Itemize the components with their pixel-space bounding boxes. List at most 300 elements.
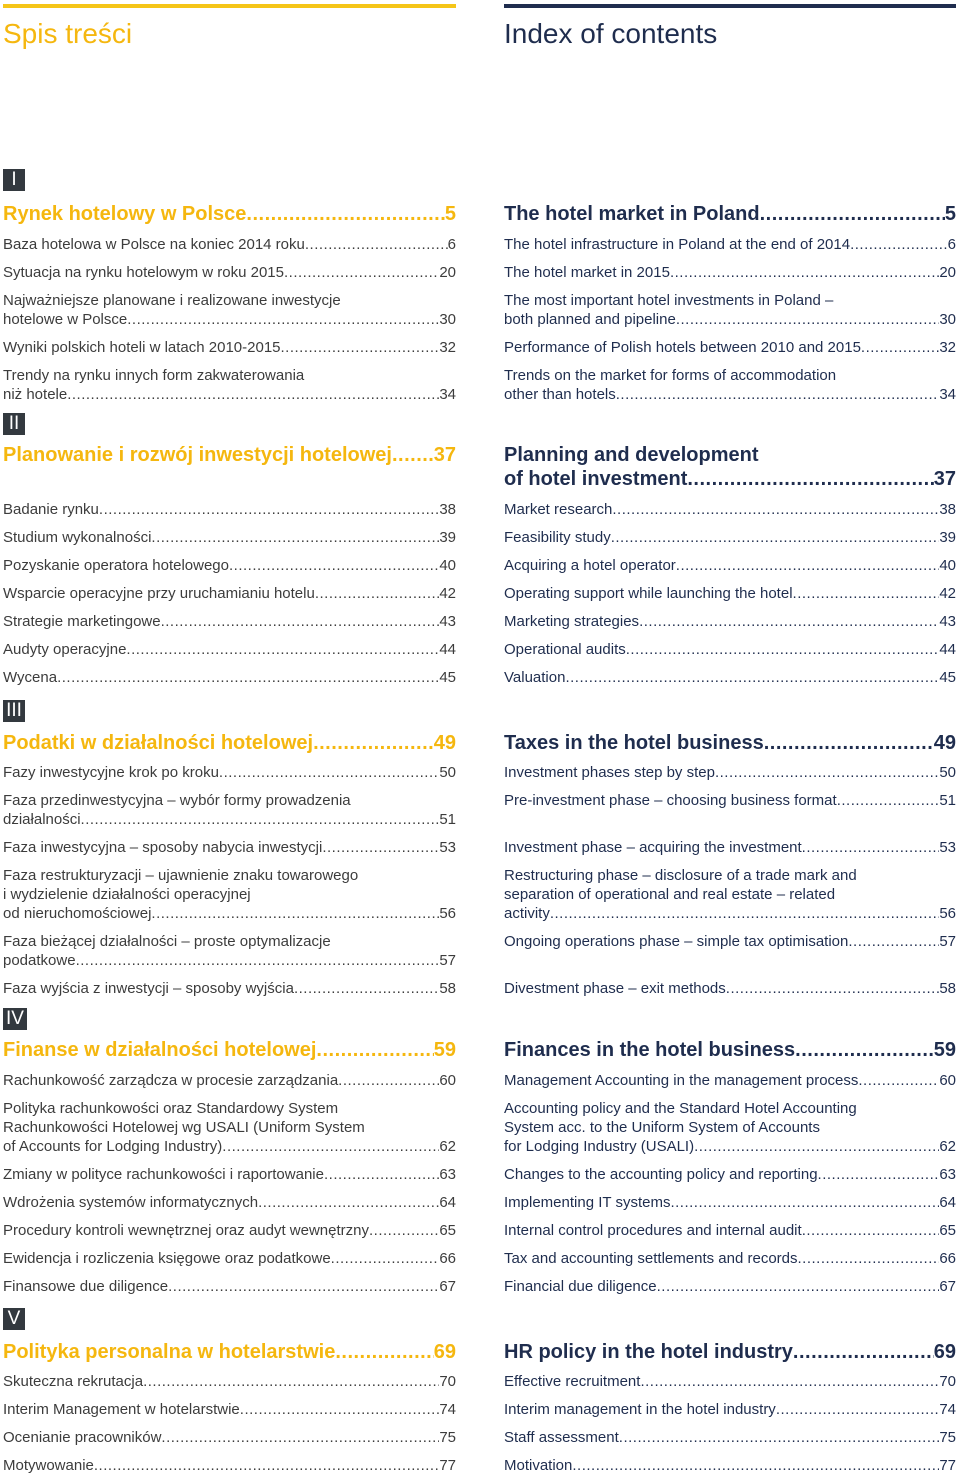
page-number: 65 [939,1222,956,1239]
dot-leader [94,1456,439,1475]
toc-entry-text: Finansowe due diligence [3,1278,169,1295]
toc-entry-text: Pre-investment phase – choosing business format [504,792,837,809]
dot-leader [229,556,439,575]
toc-entry-last-line [3,1428,456,1447]
toc-entry[interactable] [504,791,956,810]
section-heading[interactable] [3,202,456,226]
page-number: 60 [939,1072,956,1089]
dot-leader [338,1071,439,1090]
toc-entry[interactable] [504,1372,956,1391]
section-heading[interactable] [504,443,956,491]
dot-leader [127,310,439,329]
toc-entry[interactable] [3,1071,456,1090]
polish-toc-title: Spis treści [3,18,133,49]
dot-leader [676,310,939,329]
toc-entry-last-line [3,763,456,782]
toc-entry[interactable] [3,235,456,254]
toc-entry-text: Faza wyjścia z inwestycji – sposoby wyjścia [3,980,294,997]
toc-entry[interactable] [3,1428,456,1447]
page-number: 74 [439,1401,456,1418]
toc-entry-text: Pozyskanie operatora hotelowego [3,557,229,574]
toc-entry-last-line [504,528,956,547]
toc-entry-text: Zmiany w polityce rachunkowości i raportowanie [3,1166,324,1183]
dot-leader [57,668,439,687]
toc-entry-text: Tax and accounting settlements and records [504,1250,798,1267]
toc-entry[interactable] [504,338,956,357]
dot-leader [726,979,940,998]
toc-entry-text: Feasibility study [504,529,611,546]
toc-entry[interactable] [3,291,456,329]
page-number: 67 [939,1278,956,1295]
dot-leader [670,263,939,282]
toc-entry[interactable] [504,584,956,603]
page-number: 60 [439,1072,456,1089]
toc-entry-text: podatkowe [3,952,76,969]
toc-entry-last-line [3,951,456,970]
toc-entry-line: Accounting policy and the Standard Hotel Accounting [504,1100,857,1117]
toc-entry-last-line [3,904,456,923]
toc-entry[interactable] [3,763,456,782]
page-number: 44 [939,641,956,658]
dot-leader [764,731,934,755]
toc-entry-last-line [3,263,456,282]
toc-entry-last-line [504,640,956,659]
page-number: 49 [433,732,456,754]
toc-entry[interactable] [504,1193,956,1212]
toc-entry-text: of Accounts for Lodging Industry) [3,1138,223,1155]
page-number: 5 [444,203,456,225]
toc-entry[interactable] [3,528,456,547]
toc-entry[interactable] [3,366,456,404]
toc-entry[interactable] [3,1221,456,1240]
toc-entry-last-line [3,528,456,547]
section-heading-text: Finances in the hotel business [504,1039,796,1061]
dot-leader [246,202,444,226]
page-number: 34 [439,386,456,403]
toc-entry[interactable] [3,838,456,857]
toc-entry-line: Faza restrukturyzacji – ujawnienie znaku towarowego [3,867,359,884]
toc-entry-text: Changes to the accounting policy and reporting [504,1166,818,1183]
section-heading-text: of hotel investment [504,468,688,490]
dot-leader [305,235,448,254]
toc-entry-text: Investment phase – acquiring the investment [504,839,802,856]
toc-entry-last-line [504,556,956,575]
toc-entry-last-line [504,1165,956,1184]
toc-entry[interactable] [3,612,456,631]
page-number: 57 [939,933,956,950]
dot-leader [168,1277,439,1296]
page-number: 44 [439,641,456,658]
toc-entry[interactable] [504,838,956,857]
page-number: 43 [439,613,456,630]
dot-leader [802,838,940,857]
page-number: 6 [947,236,956,253]
dot-leader [161,612,440,631]
toc-entry-last-line [3,1400,456,1419]
toc-entry-line: separation of operational and real estate – related [504,886,836,903]
toc-entry[interactable] [504,528,956,547]
toc-entry-text: Ewidencja i rozliczenia księgowe oraz podatkowe [3,1250,331,1267]
toc-entry-last-line [3,668,456,687]
toc-entry[interactable] [504,1456,956,1475]
section-heading-last-line [3,731,456,755]
section-heading[interactable] [504,202,956,226]
dot-leader [284,263,439,282]
toc-entry-last-line [3,235,456,254]
section-heading-last-line [504,731,956,755]
toc-entry[interactable] [504,556,956,575]
toc-entry-text: Divestment phase – exit methods [504,980,726,997]
toc-entry-last-line [504,235,956,254]
toc-entry-line: Rachunkowości Hotelowej wg USALI (Uniform System [3,1119,365,1136]
section-heading[interactable] [504,731,956,755]
toc-entry-text: Baza hotelowa w Polsce na koniec 2014 roku [3,236,305,253]
dot-leader [694,1137,939,1156]
toc-entry-last-line [504,904,956,923]
section-heading-text: Rynek hotelowy w Polsce [3,203,247,225]
toc-entry-text: Performance of Polish hotels between 2010 and 2015 [504,339,861,356]
toc-entry[interactable] [504,263,956,282]
toc-entry-last-line [3,1277,456,1296]
toc-entry-last-line [504,263,956,282]
page-number: 42 [439,585,456,602]
toc-entry-text: Rachunkowość zarządcza w procesie zarządzania [3,1072,339,1089]
page-number: 53 [939,839,956,856]
toc-entry-line: The most important hotel investments in Poland – [504,292,834,309]
dot-leader [76,951,440,970]
toc-entry-text: Financial due diligence [504,1278,657,1295]
toc-entry-text: Badanie rynku [3,501,99,518]
toc-entry-text: Staff assessment [504,1429,619,1446]
section-heading-line: Planning and development [504,444,759,466]
section-heading-text: Podatki w działalności hotelowej [3,732,314,754]
toc-entry[interactable] [504,1221,956,1240]
toc-entry[interactable] [504,500,956,519]
toc-entry-text: Internal control procedures and internal audit [504,1222,802,1239]
toc-entry[interactable] [3,338,456,357]
page-number: 65 [439,1222,456,1239]
page-number: 38 [439,501,456,518]
dot-leader [99,500,439,519]
section-number-badge: IV [3,1008,27,1030]
page-number: 51 [939,792,956,809]
dot-leader [392,443,434,467]
dot-leader [640,1372,939,1391]
toc-entry[interactable] [3,791,456,829]
toc-entry[interactable] [504,1428,956,1447]
page-number: 45 [939,669,956,686]
dot-leader [760,202,945,226]
toc-entry-line: Najważniejsze planowane i realizowane inwestycje [3,292,341,309]
toc-entry[interactable] [504,1099,956,1156]
dot-leader [161,1428,439,1447]
page-number: 30 [439,311,456,328]
toc-entry-last-line [504,1428,956,1447]
toc-entry[interactable] [3,979,456,998]
toc-entry-last-line [3,1249,456,1268]
toc-entry-last-line [504,1456,956,1475]
toc-entry[interactable] [504,291,956,329]
toc-entry-last-line [504,1277,956,1296]
toc-entry-text: Motywowanie [3,1457,94,1474]
toc-entry-line: i wydzielenie działalności operacyjnej [3,886,251,903]
toc-entry-last-line [504,338,956,357]
toc-entry-line: Trendy na rynku innych form zakwaterowania [3,367,305,384]
toc-entry-text: Studium wykonalności [3,529,152,546]
dot-leader [818,1165,940,1184]
toc-entry[interactable] [3,1249,456,1268]
toc-entry-last-line [504,584,956,603]
page-number: 50 [939,764,956,781]
toc-entry-line: Restructuring phase – disclosure of a trade mark and [504,867,857,884]
toc-entry[interactable] [3,584,456,603]
page-number: 70 [439,1373,456,1390]
toc-entry-last-line [3,1071,456,1090]
toc-entry[interactable] [3,500,456,519]
toc-entry[interactable] [3,1165,456,1184]
dot-leader [240,1400,440,1419]
toc-entry[interactable] [3,640,456,659]
toc-entry[interactable] [3,1400,456,1419]
page-number: 62 [439,1138,456,1155]
section-heading-last-line [504,202,956,226]
dot-leader [802,1221,940,1240]
page-number: 59 [933,1039,956,1061]
page-number: 32 [439,339,456,356]
page-number: 74 [939,1401,956,1418]
toc-entry-text: Management Accounting in the management process [504,1072,859,1089]
dot-leader [565,668,939,687]
toc-entry-text: działalności [3,811,81,828]
page-number: 63 [939,1166,956,1183]
toc-entry-last-line [504,791,956,810]
section-heading-text: Polityka personalna w hotelarstwie [3,1341,336,1363]
toc-entry-last-line [504,1071,956,1090]
toc-entry[interactable] [3,263,456,282]
toc-entry[interactable] [504,366,956,404]
toc-entry-last-line [504,932,956,951]
toc-entry-last-line [504,1193,956,1212]
toc-entry[interactable] [3,866,456,923]
section-heading-last-line [3,443,456,467]
section-heading[interactable] [3,443,456,467]
toc-entry[interactable] [3,668,456,687]
toc-entry-text: Procedury kontroli wewnętrznej oraz audyt wewnętrzny [3,1222,369,1239]
page-number: 75 [439,1429,456,1446]
page-number: 63 [439,1166,456,1183]
toc-entry-last-line [3,1456,456,1475]
section-heading[interactable] [3,731,456,755]
section-heading-last-line [3,1340,456,1364]
toc-entry[interactable] [504,235,956,254]
section-heading-last-line [504,1038,956,1062]
dot-leader [715,763,939,782]
dot-leader [858,1071,939,1090]
dot-leader [369,1221,439,1240]
dot-leader [331,1249,440,1268]
section-heading[interactable] [3,1340,456,1364]
toc-entry-text: Interim management in the hotel industry [504,1401,776,1418]
toc-entry[interactable] [504,1277,956,1296]
toc-entry-last-line [3,1193,456,1212]
page-number: 66 [939,1250,956,1267]
page-number: 39 [939,529,956,546]
toc-entry-last-line [3,612,456,631]
toc-entry[interactable] [3,1099,456,1156]
toc-entry-last-line [3,584,456,603]
toc-entry-last-line [3,838,456,857]
page-number: 38 [939,501,956,518]
dot-leader [313,731,434,755]
toc-entry-last-line [504,668,956,687]
toc-entry-text: other than hotels [504,386,616,403]
dot-leader [639,612,939,631]
dot-leader [315,584,439,603]
page-number: 58 [939,980,956,997]
toc-entry-text: activity [504,905,550,922]
page-number: 30 [939,311,956,328]
dot-leader [219,763,439,782]
toc-entry-last-line [3,385,456,404]
page-number: 50 [439,764,456,781]
section-number-badge: V [3,1308,25,1330]
toc-entry-last-line [3,1372,456,1391]
page-number: 6 [447,236,456,253]
toc-entry-last-line [504,838,956,857]
toc-entry-last-line [504,310,956,329]
section-number-badge: III [3,700,25,722]
toc-entry-last-line [504,979,956,998]
page-number: 37 [433,444,456,466]
toc-entry-text: Interim Management w hotelarstwie [3,1401,240,1418]
page-number: 20 [439,264,456,281]
toc-entry-line: Faza bieżącej działalności – proste optymalizacje [3,933,331,950]
toc-entry-text: for Lodging Industry (USALI) [504,1138,695,1155]
page-number: 40 [439,557,456,574]
toc-entry-last-line [504,763,956,782]
dot-leader [222,1137,439,1156]
dot-leader [126,640,439,659]
toc-entry-text: Wdrożenia systemów informatycznych [3,1194,259,1211]
page-number: 59 [433,1039,456,1061]
toc-entry-text: Market research [504,501,613,518]
dot-leader [151,528,439,547]
toc-entry-last-line [3,1221,456,1240]
toc-entry[interactable] [504,1249,956,1268]
toc-entry[interactable] [3,1277,456,1296]
toc-entry-last-line [504,1400,956,1419]
toc-entry[interactable] [504,1071,956,1090]
dot-leader [67,385,439,404]
dot-leader [850,235,948,254]
dot-leader [793,1340,934,1364]
dot-leader [619,1428,940,1447]
section-heading[interactable] [3,1038,456,1062]
page-number: 32 [939,339,956,356]
toc-entry[interactable] [504,763,956,782]
toc-entry-text: Sytuacja na rynku hotelowym w roku 2015 [3,264,284,281]
page-number: 64 [939,1194,956,1211]
dot-leader [294,979,439,998]
section-number-badge: I [3,169,25,191]
dot-leader [670,1193,939,1212]
toc-entry-last-line [504,1249,956,1268]
page-number: 69 [433,1341,456,1363]
toc-entry[interactable] [504,612,956,631]
toc-entry[interactable] [504,866,956,923]
toc-entry-text: Motivation [504,1457,573,1474]
page-number: 53 [439,839,456,856]
page-number: 45 [439,669,456,686]
toc-entry-text: The hotel market in 2015 [504,264,670,281]
toc-entry[interactable] [504,1400,956,1419]
toc-entry-text: Skuteczna rekrutacja [3,1373,144,1390]
dot-leader [837,791,940,810]
toc-entry[interactable] [3,1372,456,1391]
dot-leader [81,810,440,829]
toc-entry[interactable] [504,668,956,687]
dot-leader [848,932,939,951]
polish-top-rule [3,4,456,8]
section-heading[interactable] [504,1340,956,1364]
dot-leader [676,556,940,575]
toc-entry-last-line [3,310,456,329]
toc-entry-text: Investment phases step by step [504,764,715,781]
section-heading[interactable] [504,1038,956,1062]
toc-entry-text: both planned and pipeline [504,311,676,328]
page-number: 69 [933,1341,956,1363]
page-number: 58 [439,980,456,997]
toc-entry-text: Acquiring a hotel operator [504,557,676,574]
toc-entry-line: Polityka rachunkowości oraz Standardowy System [3,1100,339,1117]
toc-entry-text: Implementing IT systems [504,1194,671,1211]
dot-leader [793,584,940,603]
toc-entry-line: Trends on the market for forms of accommodation [504,367,837,384]
toc-entry-last-line [3,979,456,998]
toc-entry[interactable] [3,1193,456,1212]
section-number-badge: II [3,413,25,435]
page-number: 40 [939,557,956,574]
section-heading-last-line [3,202,456,226]
toc-entry[interactable] [3,556,456,575]
toc-entry[interactable] [504,979,956,998]
toc-entry-text: Wycena [3,669,58,686]
page-number: 34 [939,386,956,403]
toc-entry[interactable] [3,932,456,970]
dot-leader [151,904,439,923]
page-number: 20 [939,264,956,281]
toc-entry-line: System acc. to the Uniform System of Accounts [504,1119,820,1136]
dot-leader [550,904,939,923]
toc-entry[interactable] [504,1165,956,1184]
section-heading-last-line [504,467,956,491]
toc-entry-last-line [3,640,456,659]
toc-entry-last-line [3,338,456,357]
dot-leader [861,338,939,357]
dot-leader [616,385,940,404]
toc-entry[interactable] [504,932,956,951]
toc-entry-text: Effective recruitment [504,1373,641,1390]
toc-entry-text: Operational audits [504,641,626,658]
toc-entry-text: Strategie marketingowe [3,613,161,630]
page-number: 43 [939,613,956,630]
dot-leader [611,528,940,547]
toc-entry-text: The hotel infrastructure in Poland at the end of 2014 [504,236,851,253]
toc-entry[interactable] [504,640,956,659]
section-heading-last-line [3,1038,456,1062]
toc-entry[interactable] [3,1456,456,1475]
dot-leader [324,1165,439,1184]
